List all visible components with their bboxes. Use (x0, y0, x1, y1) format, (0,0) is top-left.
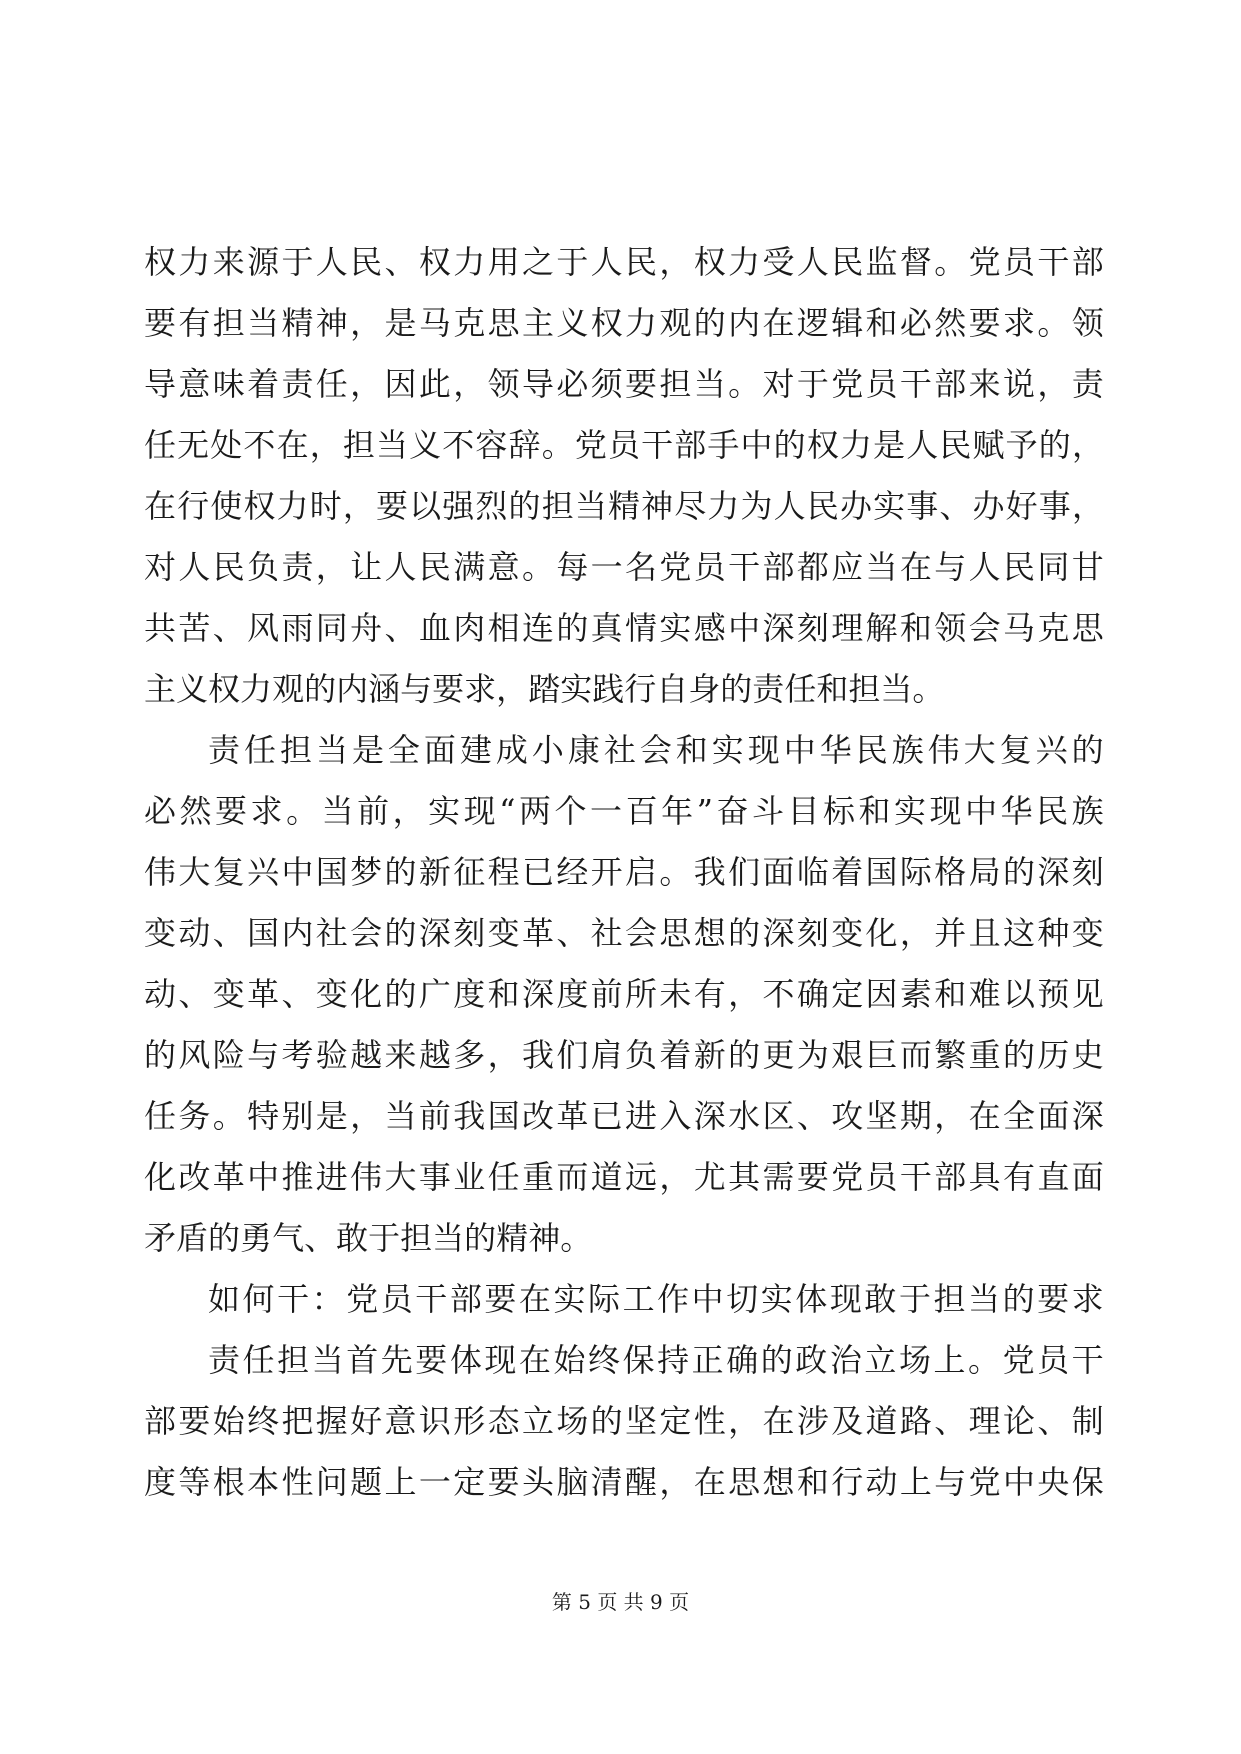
text-line: 责 任 担 当 是 全 面 建 成 小 康 社 会 和 实 现 中 华 民 族 伟 大 复 兴 的 (208, 731, 1104, 769)
text-line: 要 有 担 当 精 神 ， 是 马 克 思 主 义 权 力 观 的 内 在 逻 辑 和 必 然 要 求 。 领 (144, 304, 1104, 342)
text-line: 伟 大 复 兴 中 国 梦 的 新 征 程 已 经 开 启 。 我 们 面 临 着 国 际 格 局 的 深 刻 (144, 853, 1104, 891)
page-number-label: 第 5 页 共 9 页 (551, 1590, 690, 1614)
text-line: 度 等 根 本 性 问 题 上 一 定 要 头 脑 清 醒 ， 在 思 想 和 行 动 上 与 党 中 央 保 (144, 1463, 1104, 1501)
text-line: 如 何 干 ： 党 员 干 部 要 在 实 际 工 作 中 切 实 体 现 敢 于 担 当 的 要 求 (208, 1280, 1104, 1318)
text-line: 部 要 始 终 把 握 好 意 识 形 态 立 场 的 坚 定 性 ， 在 涉 及 道 路 、 理 论 、 制 (144, 1402, 1104, 1440)
text-line: 在 行 使 权 力 时 ， 要 以 强 烈 的 担 当 精 神 尽 力 为 人 民 办 实 事 、 办 好 事 ， (144, 487, 1104, 525)
text-line: 主 义 权 力 观 的 内 涵 与 要 求 ， 踏 实 践 行 自 身 的 责 任 和 担 当 。 (144, 670, 945, 708)
text-line: 任 无 处 不 在 ， 担 当 义 不 容 辞 。 党 员 干 部 手 中 的 权 力 是 人 民 赋 予 的 ， (144, 426, 1104, 464)
text-line: 变 动 、 国 内 社 会 的 深 刻 变 革 、 社 会 思 想 的 深 刻 变 化 ， 并 且 这 种 变 (144, 914, 1104, 952)
text-line: 的 风 险 与 考 验 越 来 越 多 ， 我 们 肩 负 着 新 的 更 为 艰 巨 而 繁 重 的 历 史 (144, 1036, 1104, 1074)
text-line: 化 改 革 中 推 进 伟 大 事 业 任 重 而 道 远 ， 尤 其 需 要 党 员 干 部 具 有 直 面 (144, 1158, 1104, 1196)
page-footer (0, 1588, 1241, 1616)
text-line: 责 任 担 当 首 先 要 体 现 在 始 终 保 持 正 确 的 政 治 立 场 上 。 党 员 干 (208, 1341, 1104, 1379)
text-line: 必 然 要 求 。 当 前 ， 实 现 “ 两 个 一 百 年 ” 奋 斗 目 标 和 实 现 中 华 民 族 (144, 792, 1104, 830)
text-line: 对 人 民 负 责 ， 让 人 民 满 意 。 每 一 名 党 员 干 部 都 应 当 在 与 人 民 同 甘 (144, 548, 1104, 586)
text-line: 共 苦 、 风 雨 同 舟 、 血 肉 相 连 的 真 情 实 感 中 深 刻 理 解 和 领 会 马 克 思 (144, 609, 1104, 647)
text-line: 任 务 。 特 别 是 ， 当 前 我 国 改 革 已 进 入 深 水 区 、 攻 坚 期 ， 在 全 面 深 (144, 1097, 1104, 1135)
text-line: 动 、 变 革 、 变 化 的 广 度 和 深 度 前 所 未 有 ， 不 确 定 因 素 和 难 以 预 见 (144, 975, 1104, 1013)
text-line: 权 力 来 源 于 人 民 、 权 力 用 之 于 人 民 ， 权 力 受 人 民 监 督 。 党 员 干 部 (144, 243, 1104, 281)
text-line: 矛 盾 的 勇 气 、 敢 于 担 当 的 精 神 。 (144, 1219, 593, 1257)
text-line: 导 意 味 着 责 任 ， 因 此 ， 领 导 必 须 要 担 当 。 对 于 党 员 干 部 来 说 ， 责 (144, 365, 1104, 403)
